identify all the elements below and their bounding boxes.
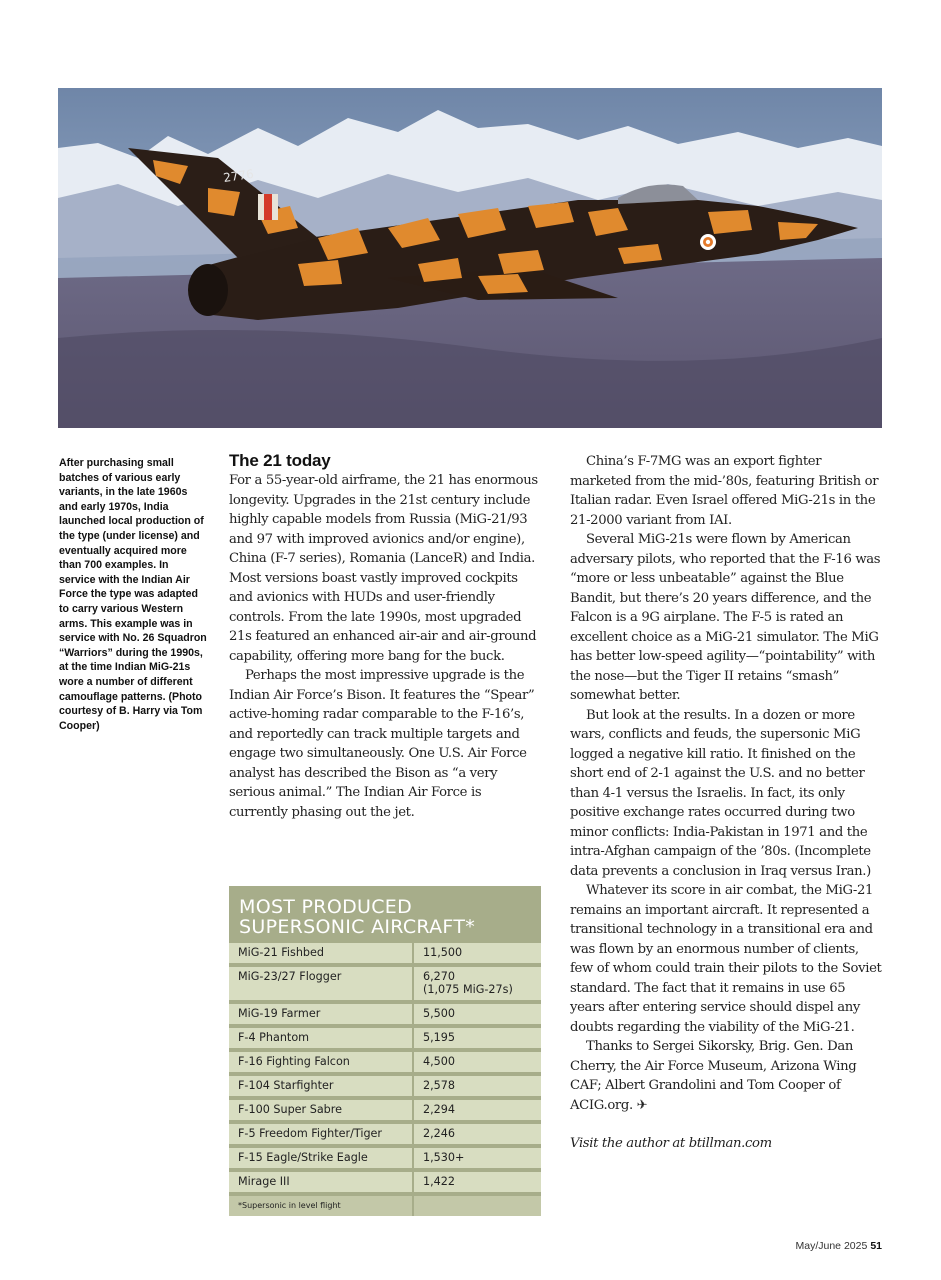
table-footnote-row — [229, 1196, 541, 1216]
table-row — [229, 1052, 541, 1076]
aircraft-name: Mirage III — [229, 1172, 412, 1196]
article-paragraph: China’s F-7MG was an export fighter marketed from the mid-’80s, featuring British or Italian radar. Even Israel offered MiG-21s in the 21-2000 variant from IAI. — [570, 454, 879, 528]
aircraft-name: MiG-19 Farmer — [229, 1004, 412, 1028]
production-count: 2,294 — [412, 1100, 541, 1124]
aircraft-name: F-104 Starfighter — [229, 1076, 412, 1100]
page-folio — [700, 1240, 882, 1252]
production-count: 6,270 — [423, 970, 456, 983]
table-title: MOST PRODUCED SUPERSONIC AIRCRAFT* — [239, 896, 476, 938]
aircraft-name: F-100 Super Sabre — [229, 1100, 412, 1124]
table-row — [229, 1172, 541, 1196]
article-paragraph: Thanks to Sergei Sikorsky, Brig. Gen. Dan Cherry, the Air Force Museum, Arizona Wing CAF; Albert Grandolini and Tom Cooper of ACIG.org. ✈ — [570, 1039, 857, 1113]
table-row — [229, 967, 541, 1004]
production-count: 2,578 — [412, 1076, 541, 1100]
aircraft-name: F-5 Freedom Fighter/Tiger — [229, 1124, 412, 1148]
table-row — [229, 1124, 541, 1148]
production-count: 2,246 — [412, 1124, 541, 1148]
issue-date: May/June 2025 — [795, 1240, 868, 1252]
aircraft-name: F-16 Fighting Falcon — [229, 1052, 412, 1076]
aircraft-name: F-15 Eagle/Strike Eagle — [229, 1148, 412, 1172]
table-row — [229, 1100, 541, 1124]
production-count: 1,422 — [412, 1172, 541, 1196]
aircraft-name: MiG-23/27 Flogger — [229, 967, 412, 1004]
table-row — [229, 943, 541, 967]
article-column-right — [570, 452, 882, 1154]
table-row — [229, 1028, 541, 1052]
production-table — [229, 943, 541, 1216]
article-paragraph: Perhaps the most impressive upgrade is the Indian Air Force’s Bison. It features the “Spear” active-homing radar comparable to the F-16’s, and reportedly can track multiple targets and engage two simultaneously. One U.S. Air Force analyst has described the Bison as “a very serious animal.” The Indian Air Force is currently phasing out the jet. — [229, 668, 535, 820]
production-note: (1,075 MiG-27s) — [423, 983, 513, 996]
aircraft-name: MiG-21 Fishbed — [229, 943, 412, 967]
footnote-spacer — [412, 1196, 541, 1216]
mig21-photo-illustration — [58, 88, 882, 428]
production-count: 1,530+ — [412, 1148, 541, 1172]
author-link-text: Visit the author at btillman.com — [570, 1136, 772, 1151]
production-table-box — [229, 886, 541, 1216]
production-count-cell — [412, 967, 541, 1004]
production-count: 11,500 — [412, 943, 541, 967]
table-row — [229, 1004, 541, 1028]
article-paragraph: But look at the results. In a dozen or more wars, conflicts and feuds, the supersonic MiG logged a negative kill ratio. It finished on the short end of 2-1 against the U.S. and no better than 4-1 versus the Israelis. In fact, its only positive exchange rates occurred during two minor conflicts: India-Pakistan in 1971 and the intra-Afghan campaign of the ’80s. (Incomplete data prevents a conclusion in Iraq versus Iran.) — [570, 707, 871, 879]
page-number: 51 — [870, 1240, 882, 1252]
production-count: 4,500 — [412, 1052, 541, 1076]
photo-caption: After purchasing small batches of various early variants, in the late 1960s and early 1970s, India launched local production of the type (under license) and eventually acquired more than 700 examples. In service with the Indian Air Force the type was adapted to carry various Western arms. This example was in service with No. 26 Squadron “Warriors” during the 1990s, at the time Indian MiG-21s wore a number of different camouflage patterns. (Photo courtesy of B. Harry via Tom Cooper) — [59, 457, 207, 732]
article-paragraph: Whatever its score in air combat, the MiG-21 remains an important aircraft. It represented a transitional technology in a transitional era and was flown by an enormous number of clients, few of whom could train their pilots to the Soviet standard. The fact that it remains in use 65 years after entering service should dispel any doubts regarding the viability of the MiG-21. — [570, 883, 882, 1035]
tail-number: 2776 — [222, 166, 255, 185]
table-row — [229, 1148, 541, 1172]
article-column-middle — [229, 452, 541, 822]
article-paragraph: For a 55-year-old airframe, the 21 has enormous longevity. Upgrades in the 21st century include highly capable models from Russia (MiG-21/93 and 97 with improved avionics and/or engine), China (F-7 series), Romania (LanceR) and India. Most versions boast vastly improved cockpits and avionics with HUDs and user-friendly controls. From the late 1990s, most upgraded 21s featured an enhanced air-air and air-ground capability, offering more bang for the buck. — [229, 473, 538, 664]
table-row — [229, 1076, 541, 1100]
section-heading: The 21 today — [229, 451, 331, 470]
aircraft-name: F-4 Phantom — [229, 1028, 412, 1052]
production-count: 5,195 — [412, 1028, 541, 1052]
table-footnote: *Supersonic in level flight — [229, 1196, 412, 1216]
article-paragraph: Several MiG-21s were flown by American adversary pilots, who reported that the F-16 was “more or less unbeatable” against the Blue Bandit, but there’s 20 years difference, and the Falcon is a 9G airplane. The F-5 is rated an excellent choice as a MiG-21 simulator. The MiG has better low-speed agility—“pointability” with the nose—but the Tiger II retains “smash” somewhat better. — [570, 532, 881, 703]
production-count: 5,500 — [412, 1004, 541, 1028]
aircraft-photo — [58, 88, 882, 428]
